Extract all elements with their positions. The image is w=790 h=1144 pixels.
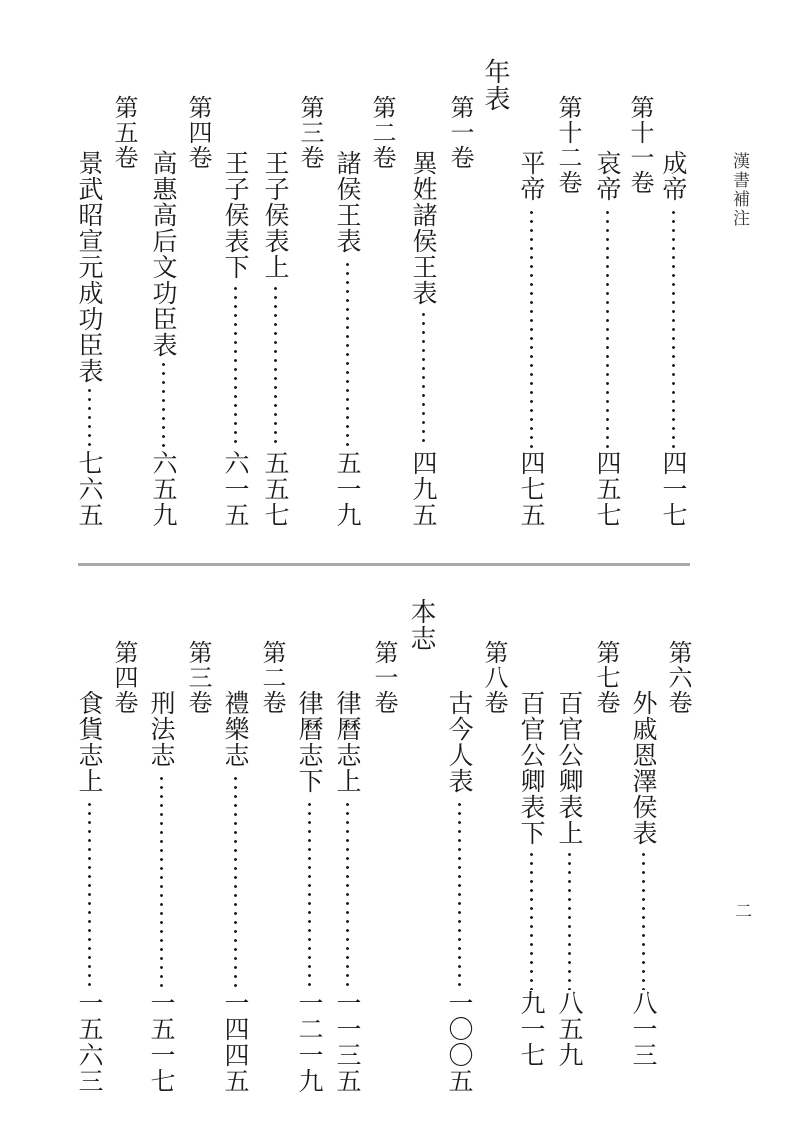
- toc-entry: [333, 690, 362, 1094]
- volume-heading: 第五卷: [110, 95, 138, 170]
- volume-heading: 第十一卷: [626, 95, 654, 195]
- toc-entry: [262, 150, 288, 534]
- toc-entry: [147, 690, 176, 1094]
- toc-entry-page: 五五七: [261, 450, 290, 528]
- toc-entry-page: 一二一九: [295, 990, 324, 1094]
- leader-dots: [274, 284, 277, 448]
- toc-entry: [150, 150, 176, 534]
- toc-entry-title: 諸侯王表: [333, 150, 362, 254]
- volume-heading: 第八卷: [480, 640, 508, 715]
- leader-dots: [642, 850, 645, 990]
- leader-dots: [422, 310, 425, 448]
- toc-entry-page: 四九五: [409, 450, 438, 528]
- toc-entry-page: 七六五: [75, 450, 104, 528]
- volume-heading: 第三卷: [296, 95, 324, 170]
- toc-entry-page: 四一七: [659, 450, 688, 528]
- toc-entry-title: 景武昭宣元成功臣表: [75, 150, 104, 384]
- volume-heading: 第四卷: [184, 95, 212, 170]
- toc-entry-page: 一〇〇五: [445, 990, 474, 1094]
- toc-entry-title: 禮樂志: [221, 690, 250, 768]
- toc-entry-page: 一五六三: [75, 990, 104, 1094]
- toc-entry-page: 一五一七: [147, 990, 176, 1094]
- running-header: 漢書補注: [729, 152, 749, 228]
- page-divider: [78, 563, 690, 566]
- toc-entry: [594, 150, 620, 534]
- toc-entry-title: 食貨志上: [75, 690, 104, 794]
- toc-entry-title: 平帝: [517, 150, 546, 202]
- toc-entry-page: 六一五: [221, 450, 250, 528]
- leader-dots: [88, 800, 91, 990]
- leader-dots: [308, 800, 311, 990]
- toc-entry: [556, 690, 582, 1074]
- toc-entry: [518, 690, 544, 1074]
- volume-heading: 第十二卷: [554, 95, 582, 195]
- leader-dots: [606, 208, 609, 448]
- volume-heading: 第四卷: [110, 640, 138, 715]
- toc-entry-title: 百官公卿表下: [517, 690, 546, 846]
- toc-entry-title: 王子侯表上: [261, 150, 290, 280]
- toc-entry-title: 古今人表: [445, 690, 474, 794]
- leader-dots: [346, 800, 349, 990]
- leader-dots: [88, 386, 91, 448]
- toc-entry-title: 成帝: [659, 150, 688, 202]
- volume-heading: 第七卷: [592, 640, 620, 715]
- leader-dots: [672, 208, 675, 448]
- toc-entry-page: 四七五: [517, 450, 546, 528]
- volume-heading: 第三卷: [184, 640, 212, 715]
- toc-entry-page: 四五七: [593, 450, 622, 528]
- page-number: 二: [731, 902, 751, 920]
- toc-entry: [295, 690, 324, 1094]
- leader-dots: [234, 774, 237, 990]
- toc-entry: [630, 690, 656, 1074]
- toc-entry-title: 律曆志下: [295, 690, 324, 794]
- toc-entry-page: 八五九: [555, 990, 584, 1068]
- toc-entry-page: 五一九: [333, 450, 362, 528]
- leader-dots: [568, 850, 571, 990]
- toc-entry: [518, 150, 544, 534]
- toc-entry-title: 高惠高后文功臣表: [149, 150, 178, 358]
- toc-entry-title: 律曆志上: [333, 690, 362, 794]
- toc-entry-title: 異姓諸侯王表: [409, 150, 438, 306]
- toc-entry-title: 百官公卿表上: [555, 690, 584, 846]
- toc-entry: [410, 150, 436, 534]
- toc-entry-page: 一一三五: [333, 990, 362, 1094]
- toc-entry-title: 王子侯表下: [221, 150, 250, 280]
- toc-entry-page: 一四四五: [221, 990, 250, 1094]
- toc-entry: [660, 150, 686, 534]
- volume-heading: 第二卷: [258, 640, 286, 715]
- toc-entry-page: 九一七: [517, 990, 546, 1068]
- section-heading: 本志: [406, 598, 436, 652]
- volume-heading: 第一卷: [370, 640, 398, 715]
- leader-dots: [162, 360, 165, 448]
- toc-entry-title: 外戚恩澤侯表: [629, 690, 658, 846]
- toc-entry-page: 八一三: [629, 990, 658, 1068]
- toc-entry-title: 刑法志: [147, 690, 176, 768]
- leader-dots: [346, 260, 349, 448]
- toc-entry: [76, 150, 102, 534]
- toc-entry: [221, 690, 250, 1094]
- toc-entry: [445, 690, 474, 1094]
- leader-dots: [530, 850, 533, 990]
- section-heading: 年表: [480, 58, 510, 112]
- toc-entry: [222, 150, 248, 534]
- toc-entry: [334, 150, 360, 534]
- toc-entry-title: 哀帝: [593, 150, 622, 202]
- toc-entry: [75, 690, 104, 1094]
- toc-entry-page: 六五九: [149, 450, 178, 528]
- leader-dots: [234, 284, 237, 448]
- leader-dots: [458, 800, 461, 990]
- volume-heading: 第二卷: [368, 95, 396, 170]
- leader-dots: [160, 774, 163, 990]
- leader-dots: [530, 208, 533, 448]
- volume-heading: 第六卷: [664, 640, 692, 715]
- volume-heading: 第一卷: [446, 95, 474, 170]
